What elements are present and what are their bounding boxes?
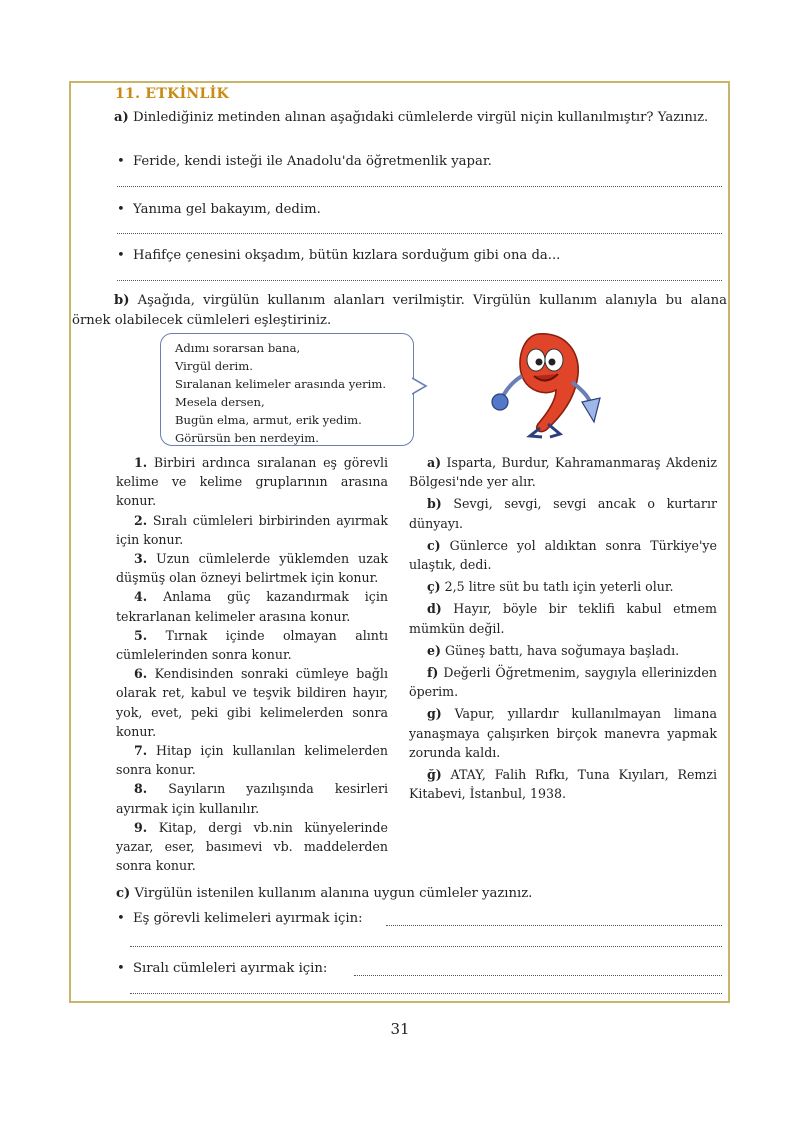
list-item: 2. Sıralı cümleleri birbirinden ayırmak için konur. <box>116 512 388 547</box>
part-c-bullet-2: • Sıralı cümleleri ayırmak için: <box>117 961 328 976</box>
bubble-tail <box>412 376 428 396</box>
answer-line[interactable] <box>117 280 722 281</box>
answer-line[interactable] <box>117 233 722 234</box>
list-item: g) Vapur, yıllardır kullanılmayan limana yanaşmaya çalışırken birçok manevra yapmak zorunda kaldı. <box>409 706 717 760</box>
part-c-instruction <box>116 884 532 904</box>
part-c-label: c) <box>116 886 131 901</box>
list-item: 9. Kitap, dergi vb.nin künyelerinde yazar, eser, basımevi vb. maddelerden sonra konur. <box>116 819 388 874</box>
list-item: 1. Birbiri ardınca sıralanan eş görevli kelime ve kelime gruplarının arasına konur. <box>116 455 388 509</box>
bubble-line: Sıralanan kelimeler arasında yerim. <box>175 377 387 391</box>
part-a-text: Dinlediğiniz metinden alınan aşağıdaki cümlelerde virgül niçin kullanılmıştır? Yazınız. <box>133 110 709 125</box>
bubble-line: Bugün elma, armut, erik yedim. <box>175 413 362 427</box>
list-item: a) Isparta, Burdur, Kahramanmaraş Akdeniz Bölgesi'nde yer alır. <box>409 455 717 490</box>
list-item: ğ) ATAY, Falih Rıfkı, Tuna Kıyıları, Remzi Kitabevi, İstanbul, 1938. <box>409 767 717 802</box>
list-item: 4. Anlama güç kazandırmak için tekrarlanan kelimeler arasına konur. <box>116 589 388 624</box>
answer-line[interactable] <box>130 946 722 947</box>
part-a-instruction <box>72 108 727 128</box>
speech-bubble <box>160 333 414 446</box>
comma-uses-list <box>116 453 388 875</box>
list-item: d) Hayır, böyle bir teklifi kabul etmem mümkün değil. <box>409 601 717 636</box>
list-item: 3. Uzun cümlelerde yüklemden uzak düşmüş olan özneyi belirtmek için konur. <box>116 551 388 586</box>
answer-line[interactable] <box>354 975 722 976</box>
answer-line[interactable] <box>117 186 722 187</box>
comma-mascot-illustration <box>476 330 626 442</box>
bubble-line: Adımı sorarsan bana, <box>175 341 301 355</box>
list-item: c) Günlerce yol aldıktan sonra Türkiye'ye ulaştık, dedi. <box>409 537 718 573</box>
list-item: f) Değerli Öğretmenim, saygıyla ellerinizden öperim. <box>409 665 717 700</box>
part-c-text: Virgülün istenilen kullanım alanına uygun cümleler yazınız. <box>134 886 533 901</box>
part-a-bullet-2: • Yanıma gel bakayım, dedim. <box>117 202 321 217</box>
part-a-bullet-3: • Hafifçe çenesini okşadım, bütün kızlara sorduğum gibi ona da... <box>117 248 561 263</box>
activity-title: 11. ETKİNLİK <box>115 86 229 102</box>
part-a-label: a) <box>114 110 129 125</box>
list-item: 7. Hitap için kullanılan kelimelerden sonra konur. <box>116 743 388 778</box>
part-b-instruction <box>72 291 727 331</box>
list-item: b) Sevgi, sevgi, sevgi ancak o kurtarır dünyayı. <box>409 496 717 531</box>
page-number: 31 <box>390 1020 410 1038</box>
example-sentences-list <box>409 453 717 806</box>
bubble-line: Görürsün ben nerdeyim. <box>175 431 319 445</box>
list-item: ç) 2,5 litre süt bu tatlı için yeterli olur. <box>427 579 674 595</box>
bubble-line: Mesela dersen, <box>175 395 265 409</box>
part-b-text: Aşağıda, virgülün kullanım alanları verilmiştir. Virgülün kullanım alanıyla bu alana örnek olabilecek cümleleri eşleştiriniz. <box>72 293 727 328</box>
answer-line[interactable] <box>130 993 722 994</box>
list-item: e) Güneş battı, hava soğumaya başladı. <box>427 642 680 658</box>
list-item: 6. Kendisinden sonraki cümleye bağlı olarak ret, kabul ve teşvik bildiren hayır, yok, evet, peki gibi kelimelerden sonra konur. <box>116 666 388 739</box>
bubble-line: Virgül derim. <box>175 359 253 373</box>
part-c-bullet-1: • Eş görevli kelimeleri ayırmak için: <box>117 911 363 926</box>
list-item: 5. Tırnak içinde olmayan alıntı cümlelerinden sonra konur. <box>116 627 388 663</box>
part-b-label: b) <box>114 293 130 308</box>
list-item: 8. Sayıların yazılışında kesirleri ayırmak için kullanılır. <box>116 781 388 816</box>
answer-line[interactable] <box>386 925 722 926</box>
part-a-bullet-1: • Feride, kendi isteği ile Anadolu'da öğretmenlik yapar. <box>117 154 492 169</box>
